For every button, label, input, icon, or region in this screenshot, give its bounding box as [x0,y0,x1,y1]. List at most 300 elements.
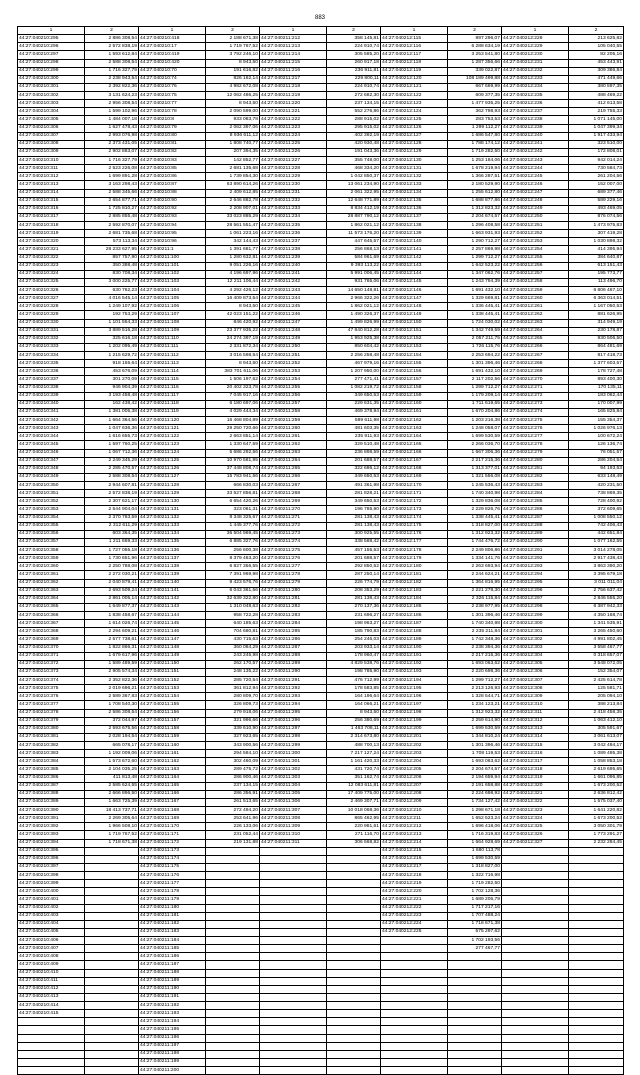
cadastral-number-cell: 44:27:040212:182 [381,579,448,587]
table-row [18,904,624,912]
cadastral-number-cell: 44:27:040210:336 [18,368,85,376]
cadastral-value-cell: 1 243 794,39 [448,278,502,286]
cadastral-value-cell: 256 380,69 [327,717,381,725]
cadastral-number-cell: 44:27:040211:148 [139,644,206,652]
cadastral-number-cell: 44:27:040212:197 [381,701,448,709]
cadastral-value-cell: 15 783 941,56 [206,473,260,481]
cadastral-value-cell: 12 062 486,25 [206,92,260,100]
cadastral-number-cell: 44:27:040211:293 [260,693,327,701]
cadastral-value-cell: 4 016 545,14 [85,295,139,303]
cadastral-number-cell: 44:27:040212:283 [502,482,569,490]
cadastral-value-cell: 457 155,53 [327,547,381,555]
cadastral-number-cell: 44:27:040210:368 [18,628,85,636]
cadastral-value-cell: 360 084,29 [206,644,260,652]
cadastral-value-cell [206,880,260,888]
cadastral-number-cell: 44:27:040211:291 [260,677,327,685]
cadastral-number-cell [260,920,327,928]
cadastral-number-cell: 44:27:040211:112 [139,352,206,360]
table-row [18,709,624,717]
cadastral-number-cell: 44:27:040212:170 [381,482,448,490]
table-row [18,920,624,928]
cadastral-number-cell: 44:27:040210:376 [18,693,85,701]
cadastral-value-cell [327,1018,381,1026]
cadastral-number-cell: 44:27:040210:361 [18,571,85,579]
cadastral-number-cell: 44:27:040210:302 [18,92,85,100]
cadastral-number-cell: 44:27:040211:175 [139,863,206,871]
cadastral-value-cell [85,904,139,912]
cadastral-number-cell: 44:27:040212:198 [381,709,448,717]
cadastral-value-cell: 125 581,71 [569,685,624,693]
cadastral-number-cell: 44:27:040211:159 [139,733,206,741]
cadastral-value-cell: 11 573 176,20 [327,230,381,238]
cadastral-value-cell: 162 438,42 [85,400,139,408]
cadastral-number-cell: 44:27:040210:349 [18,473,85,481]
cadastral-value-cell: 230 178,87 [569,327,624,335]
cadastral-value-cell [448,1058,502,1066]
cadastral-value-cell: 380 597,35 [569,83,624,91]
cadastral-number-cell: 44:27:040212:127 [381,132,448,140]
table-row [18,872,624,880]
cadastral-value-cell: 1 719 767,52 [85,831,139,839]
cadastral-number-cell: 44:27:040212:252 [502,230,569,238]
cadastral-value-cell: 292 850,52 [327,563,381,571]
cadastral-number-cell [381,977,448,985]
cadastral-value-cell: 1 862 021,12 [327,303,381,311]
cadastral-number-cell: 44:27:040211:132 [139,514,206,522]
cadastral-number-cell: 44:27:040210:350 [18,482,85,490]
cadastral-number-cell: 44:27:040211:104 [139,287,206,295]
cadastral-number-cell: 44:27:040211:172 [139,839,206,847]
cadastral-value-cell [206,888,260,896]
cadastral-number-cell: 44:27:040210:329 [18,311,85,319]
cadastral-number-cell: 44:27:040210:17 [139,43,206,51]
cadastral-value-cell: 3 193 458,48 [85,392,139,400]
cadastral-value-cell: 224 910,74 [327,83,381,91]
cadastral-value-cell: 2 180 529,90 [448,181,502,189]
cadastral-number-cell [502,888,569,896]
cadastral-value-cell: 105 040,55 [569,43,624,51]
cadastral-value-cell: 8 379 463,20 [206,555,260,563]
table-row [18,652,624,660]
cadastral-number-cell: 44:27:040212:234 [502,83,569,91]
cadastral-number-cell: 44:27:040212:130 [381,157,448,165]
cadastral-value-cell: 36 504 969,45 [206,530,260,538]
cadastral-value-cell [569,993,624,1001]
cadastral-value-cell [327,1058,381,1066]
cadastral-value-cell: 343 900,56 [206,742,260,750]
cadastral-number-cell [260,1067,327,1075]
cadastral-value-cell: 16 409 873,54 [206,295,260,303]
cadastral-value-cell [448,1010,502,1018]
cadastral-value-cell: 9 051 226,16 [206,262,260,270]
cadastral-value-cell: 1 725 810,27 [85,205,139,213]
cadastral-value-cell: 575 297,62 [448,928,502,936]
table-row [18,514,624,522]
cadastral-number-cell [18,1026,85,1034]
cadastral-value-cell: 82 205,16 [569,51,624,59]
cadastral-value-cell: 4 292 426,12 [206,287,260,295]
column-header: 2 [448,27,502,35]
cadastral-value-cell: 17 409 775,00 [327,790,381,798]
cadastral-value-cell: 205 094,10 [569,693,624,701]
cadastral-number-cell: 44:27:040212:225 [381,928,448,936]
table-row [18,498,624,506]
table-row [18,547,624,555]
cadastral-value-cell: 1 342 749,59 [448,327,502,335]
cadastral-number-cell [260,1050,327,1058]
cadastral-value-cell: 170 007,99 [569,400,624,408]
table-row [18,530,624,538]
cadastral-value-cell: 6 806 467,10 [569,287,624,295]
table-row [18,1026,624,1034]
cadastral-number-cell [381,945,448,953]
cadastral-value-cell: 1 484 007,18 [85,116,139,124]
cadastral-number-cell: 44:27:040210:335 [18,360,85,368]
cadastral-value-cell: 2 681 135,68 [206,165,260,173]
table-row [18,937,624,945]
cadastral-number-cell [260,912,327,920]
table-row [18,758,624,766]
cadastral-value-cell: 9 423 576,76 [206,579,260,587]
cadastral-number-cell: 44:27:040211:271 [260,514,327,522]
cadastral-number-cell [502,961,569,969]
table-row [18,522,624,530]
cadastral-value-cell: 1 702 128,36 [448,888,502,896]
cadastral-number-cell: 44:27:040210:297 [18,51,85,59]
cadastral-value-cell: 2 326 115,84 [448,595,502,603]
cadastral-number-cell: 44:27:040211:269 [260,498,327,506]
cadastral-value-cell: 6 387 942,33 [569,603,624,611]
cadastral-value-cell [569,847,624,855]
cadastral-value-cell [85,896,139,904]
cadastral-number-cell: 44:27:040211:110 [139,335,206,343]
cadastral-value-cell: 326 809,73 [206,701,260,709]
cadastral-value-cell: 281 138,43 [327,595,381,603]
cadastral-number-cell: 44:27:040211:243 [260,287,327,295]
cadastral-value-cell: 6 827 356,55 [206,563,260,571]
cadastral-number-cell: 44:27:040211:178 [139,888,206,896]
cadastral-number-cell: 44:27:040211:216 [260,67,327,75]
cadastral-value-cell [327,928,381,936]
cadastral-value-cell [85,855,139,863]
cadastral-number-cell: 44:27:040212:206 [381,774,448,782]
table-row [18,790,624,798]
cadastral-value-cell: 286 204,54 [569,457,624,465]
cadastral-value-cell: 3 163 298,43 [85,181,139,189]
cadastral-value-cell: 1 290 712,27 [448,238,502,246]
cadastral-value-cell: 1 499 826,99 [327,319,381,327]
cadastral-value-cell: 1 490 326,37 [327,311,381,319]
cadastral-number-cell [502,855,569,863]
cadastral-number-cell [502,880,569,888]
cadastral-value-cell: 2 253 694,22 [448,352,502,360]
cadastral-value-cell: 20 402 323,78 [206,384,260,392]
table-row [18,1010,624,1018]
cadastral-value-cell [569,985,624,993]
cadastral-number-cell: 44:27:040211:229 [260,173,327,181]
cadastral-value-cell: 271 116,70 [327,831,381,839]
cadastral-value-cell: 3 863 390,20 [569,563,624,571]
cadastral-number-cell: 44:27:040211:130 [139,498,206,506]
cadastral-number-cell: 44:27:040211:169 [139,815,206,823]
cadastral-value-cell: 1 391 681,77 [206,246,260,254]
cadastral-number-cell: 44:27:040211:152 [139,677,206,685]
cadastral-value-cell [206,1058,260,1066]
cadastral-value-cell: 1 101 554,33 [85,319,139,327]
table-row [18,230,624,238]
cadastral-value-cell: 28 233 627,95 [85,246,139,254]
cadastral-value-cell [327,847,381,855]
cadastral-value-cell: 164 066,21 [327,701,381,709]
cadastral-number-cell: 44:27:040211:299 [260,742,327,750]
cadastral-value-cell: 2 572 838,19 [85,490,139,498]
cadastral-value-cell: 1 089 495,38 [569,750,624,758]
cadastral-value-cell: 178 583,85 [327,685,381,693]
cadastral-value-cell [569,953,624,961]
cadastral-value-cell: 229 800,11 [327,75,381,83]
table-row [18,108,624,116]
cadastral-value-cell: 165 825,84 [569,408,624,416]
cadastral-number-cell: 44:27:040211:135 [139,538,206,546]
cadastral-number-cell: 44:27:040211:125 [139,457,206,465]
cadastral-number-cell: 44:27:040212:158 [381,384,448,392]
cadastral-number-cell: 44:27:040210:346 [18,449,85,457]
cadastral-value-cell [85,1018,139,1026]
cadastral-number-cell [260,1058,327,1066]
cadastral-value-cell: 1 716 319,83 [448,831,502,839]
cadastral-value-cell: 1 203 216,38 [448,417,502,425]
cadastral-number-cell: 44:27:040212:140 [381,238,448,246]
cadastral-value-cell: 817 418,73 [569,352,624,360]
cadastral-value-cell: 201 688,57 [327,457,381,465]
cadastral-value-cell: 253 641,96 [206,815,260,823]
cadastral-number-cell: 44:27:040212:123 [381,100,448,108]
cadastral-number-cell: 44:27:040211:230 [260,181,327,189]
cadastral-number-cell: 44:27:040210:337 [18,376,85,384]
cadastral-value-cell: 2 373 431,05 [85,140,139,148]
cadastral-number-cell: 44:27:040211:143 [139,603,206,611]
cadastral-number-cell: 44:27:040210:317 [18,213,85,221]
cadastral-value-cell: 2 285 470,57 [85,465,139,473]
cadastral-number-cell: 44:27:040210:357 [18,538,85,546]
cadastral-number-cell: 44:27:040212:245 [502,173,569,181]
cadastral-number-cell: 44:27:040211:262 [260,441,327,449]
cadastral-number-cell: 44:27:040211:150 [139,660,206,668]
table-body [18,35,624,1075]
cadastral-number-cell: 44:27:040211:241 [260,270,327,278]
cadastral-number-cell [502,912,569,920]
cadastral-value-cell: 300 925,55 [327,530,381,538]
cadastral-number-cell: 44:27:040212:190 [381,644,448,652]
cadastral-number-cell [502,977,569,985]
cadastral-number-cell [381,1010,448,1018]
cadastral-value-cell [206,928,260,936]
cadastral-number-cell: 44:27:040211:250 [260,343,327,351]
cadastral-number-cell: 44:27:040210:82 [139,148,206,156]
cadastral-value-cell: 10 018 068,36 [327,807,381,815]
cadastral-number-cell: 44:27:040212:134 [381,189,448,197]
cadastral-value-cell: 33 023 885,29 [206,213,260,221]
cadastral-number-cell: 44:27:040211:107 [139,311,206,319]
cadastral-value-cell [448,969,502,977]
cadastral-value-cell: 2 619 695,65 [569,766,624,774]
cadastral-value-cell: 277 467,77 [448,945,502,953]
cadastral-value-cell: 2 314 673,80 [327,733,381,741]
cadastral-number-cell: 44:27:040211:191 [139,993,206,1001]
cadastral-number-cell: 44:27:040211:126 [139,465,206,473]
cadastral-value-cell: 3 253 541,80 [448,51,502,59]
cadastral-value-cell: 1 649 877,37 [85,603,139,611]
cadastral-value-cell: 1 477 935,25 [448,100,502,108]
cadastral-value-cell [206,920,260,928]
cadastral-value-cell: 1 838 458,67 [85,612,139,620]
table-row [18,165,624,173]
cadastral-value-cell: 1 058 853,18 [569,758,624,766]
cadastral-value-cell: 1 318 827,00 [448,522,502,530]
cadastral-number-cell: 44:27:040210:358 [18,547,85,555]
cadastral-value-cell [327,1002,381,1010]
cadastral-value-cell: 573 113,34 [85,238,139,246]
cadastral-value-cell [448,1026,502,1034]
cadastral-value-cell: 1 678 219,94 [448,165,502,173]
table-row [18,701,624,709]
cadastral-value-cell: 2 238 943,54 [85,75,139,83]
cadastral-number-cell: 44:27:040212:183 [381,587,448,595]
cadastral-value-cell: 8 943,50 [327,709,381,717]
cadastral-value-cell [569,1010,624,1018]
cadastral-value-cell [206,977,260,985]
cadastral-number-cell: 44:27:040212:147 [381,295,448,303]
cadastral-value-cell: 1 192 009,06 [85,750,139,758]
table-row [18,352,624,360]
cadastral-number-cell: 44:27:040211:149 [139,652,206,660]
cadastral-value-cell: 201 688,57 [327,555,381,563]
cadastral-value-cell: 4 829 538,76 [327,660,381,668]
cadastral-number-cell: 44:27:040211:111 [139,343,206,351]
cadastral-number-cell: 44:27:040212:115 [381,35,448,43]
cadastral-number-cell: 44:27:040212:223 [381,912,448,920]
cadastral-value-cell: 958 722,28 [206,612,260,620]
table-row [18,782,624,790]
table-row [18,717,624,725]
cadastral-value-cell: 152 007,00 [569,181,624,189]
cadastral-number-cell: 44:27:040211:279 [260,579,327,587]
cadastral-number-cell: 44:27:040210:76 [139,83,206,91]
column-header: 2 [327,27,381,35]
cadastral-value-cell: 1 328 544,71 [448,693,502,701]
cadastral-number-cell: 44:27:040211:222 [260,116,327,124]
cadastral-value-cell: 3 042 494,17 [569,742,624,750]
cadastral-value-cell [327,945,381,953]
cadastral-value-cell: 1 740 340,98 [448,490,502,498]
cadastral-value-cell [569,1050,624,1058]
cadastral-number-cell: 44:27:040211:181 [139,912,206,920]
cadastral-number-cell: 44:27:040212:205 [381,766,448,774]
cadastral-value-cell: 1 740 340,98 [448,620,502,628]
table-row [18,140,624,148]
cadastral-number-cell: 44:27:040212:273 [502,400,569,408]
cadastral-value-cell [569,904,624,912]
cadastral-value-cell: 28 887 790,12 [327,213,381,221]
cadastral-number-cell: 44:27:040211:300 [260,750,327,758]
cadastral-value-cell: 94 193,53 [569,465,624,473]
cadastral-value-cell: 1 641 220,82 [569,807,624,815]
cadastral-number-cell: 44:27:040211:188 [139,969,206,977]
cadastral-number-cell: 44:27:040210:371 [18,652,85,660]
cadastral-value-cell: 349 650,53 [327,498,381,506]
cadastral-number-cell: 44:27:040210:384 [18,758,85,766]
cadastral-number-cell [502,1042,569,1050]
cadastral-number-cell: 44:27:040212:160 [381,400,448,408]
cadastral-value-cell: 281 828,21 [327,490,381,498]
cadastral-value-cell: 1 255 612,80 [448,189,502,197]
column-header: 2 [569,27,624,35]
cadastral-number-cell: 44:27:040212:297 [502,595,569,603]
cadastral-number-cell: 44:27:040211:100 [139,254,206,262]
cadastral-value-cell [569,945,624,953]
cadastral-value-cell: 1 082 219,72 [327,384,381,392]
cadastral-value-cell: 4 350 168,74 [569,612,624,620]
cadastral-number-cell: 44:27:040210:390 [18,807,85,815]
cadastral-number-cell: 44:27:040210:386 [18,774,85,782]
cadastral-value-cell: 3 265 450,60 [569,628,624,636]
cadastral-value-cell: 4 029 444,34 [206,408,260,416]
cadastral-number-cell: 44:27:040211:127 [139,473,206,481]
cadastral-number-cell: 44:27:040210:380 [18,725,85,733]
cadastral-number-cell: 44:27:040211:289 [260,660,327,668]
cadastral-number-cell: 44:27:040211:270 [260,506,327,514]
cadastral-value-cell: 1 717 217,16 [448,904,502,912]
cadastral-number-cell: 44:27:040211:240 [260,262,327,270]
table-row [18,278,624,286]
cadastral-number-cell: 44:27:040211:145 [139,620,206,628]
cadastral-number-cell: 44:27:040212:212 [381,823,448,831]
table-row [18,35,624,43]
cadastral-number-cell [18,1018,85,1026]
cadastral-value-cell: 260 917,18 [327,59,381,67]
cadastral-number-cell: 44:27:040210:387 [18,782,85,790]
cadastral-value-cell: 2 646 882,78 [206,197,260,205]
cadastral-number-cell [381,1018,448,1026]
cadastral-number-cell [502,1034,569,1042]
table-row [18,888,624,896]
cadastral-number-cell: 44:27:040212:196 [381,693,448,701]
cadastral-number-cell: 44:27:040211:224 [260,132,327,140]
cadastral-number-cell: 44:27:040211:290 [260,668,327,676]
cadastral-number-cell [260,855,327,863]
cadastral-number-cell: 44:27:040211:185 [139,945,206,953]
cadastral-number-cell: 44:27:040212:232 [502,67,569,75]
cadastral-value-cell: 248 135,22 [206,668,260,676]
table-row [18,1058,624,1066]
cadastral-value-cell: 2 885 855,48 [85,213,139,221]
cadastral-number-cell: 44:27:040212:316 [502,750,569,758]
cadastral-value-cell: 1 312 923,32 [448,530,502,538]
cadastral-number-cell: 44:27:040211:265 [260,465,327,473]
cadastral-value-cell: 1 730 651,96 [85,555,139,563]
table-row [18,189,624,197]
cadastral-number-cell: 44:27:040212:291 [502,547,569,555]
cadastral-number-cell: 44:27:040210:323 [18,262,85,270]
cadastral-value-cell [85,880,139,888]
cadastral-number-cell: 44:27:040211:119 [139,408,206,416]
cadastral-value-cell: 633 148,49 [569,473,624,481]
cadastral-value-cell: 323 061,31 [206,506,260,514]
cadastral-number-cell [260,928,327,936]
cadastral-value-cell: 826 162,14 [206,75,260,83]
table-row [18,311,624,319]
cadastral-number-cell: 44:27:040211:227 [260,157,327,165]
